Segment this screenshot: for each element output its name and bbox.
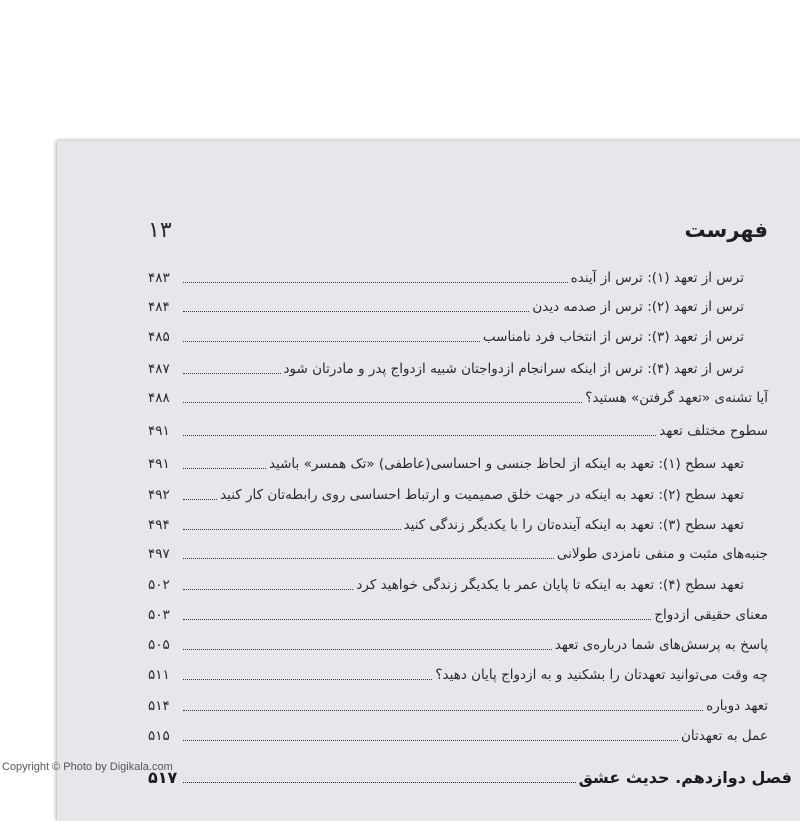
dot-leader <box>183 340 480 342</box>
toc-entry <box>148 692 768 716</box>
dot-leader <box>183 528 401 530</box>
dot-leader <box>183 618 651 620</box>
toc-entry <box>148 264 744 288</box>
toc-entry-title: ترس از تعهد (۳): ترس از انتخاب فرد نامناسب <box>482 329 744 345</box>
toc-entry-page: ۵۱۵ <box>148 728 170 744</box>
toc-entry <box>148 355 744 379</box>
toc-entry-page: ۵۰۲ <box>148 577 170 593</box>
toc-entry-page: ۴۸۸ <box>148 390 170 406</box>
toc-entry-title: تعهد سطح (۱): تعهد به اینکه از لحاظ جنسی و احساسی(عاطفی) «تک همسر» باشید <box>268 456 744 472</box>
toc-entry <box>148 417 768 441</box>
toc-entry-page: ۴۸۷ <box>148 361 170 377</box>
toc-entry-title: ترس از تعهد (۲): ترس از صدمه دیدن <box>532 299 744 315</box>
toc-entry-title: آیا تشنه‌ی «تعهد گرفتن» هستید؟ <box>585 390 768 406</box>
toc-entry-title: ترس از تعهد (۱): ترس از آینده <box>570 270 744 286</box>
dot-leader <box>183 372 281 374</box>
toc-entry <box>148 571 744 595</box>
toc-entry-title: فصل دوازدهم. حدیث عشق <box>578 768 792 787</box>
toc-entry <box>148 631 768 655</box>
dot-leader <box>183 434 656 436</box>
toc-entry-title: تعهد سطح (۳): تعهد به اینکه آینده‌تان را با یکدیگر زندگی کنید <box>403 517 744 533</box>
toc-entry-page: ۵۱۴ <box>148 698 170 714</box>
dot-leader <box>183 310 529 312</box>
toc-entry-page: ۴۹۴ <box>148 517 170 533</box>
toc-entry-title: تعهد سطح (۴): تعهد به اینکه تا پایان عمر با یکدیگر زندگی خواهید کرد <box>356 577 744 593</box>
toc-entry-page: ۴۹۱ <box>148 423 170 439</box>
toc-entry-title: چه وقت می‌توانید تعهدتان را بشکنید و به ازدواج پایان دهید؟ <box>435 667 768 683</box>
toc-entry <box>148 384 768 408</box>
toc-entry-page: ۵۱۷ <box>148 768 178 787</box>
dot-leader <box>183 467 266 469</box>
toc-entry-title: ترس از تعهد (۴): ترس از اینکه سرانجام ازدواجتان شبیه ازدواج پدر و مادرتان شود <box>283 361 744 377</box>
toc-entry-title: جنبه‌های مثبت و منفی نامزدی طولانی <box>556 546 768 562</box>
toc-entry <box>148 450 744 474</box>
toc-entry-title: معنای حقیقی ازدواج <box>654 607 768 623</box>
toc-entry <box>148 481 744 505</box>
toc-entry-title: پاسخ به پرسش‌های شما درباره‌ی تعهد <box>554 637 768 653</box>
toc-entry-page: ۴۸۵ <box>148 329 170 345</box>
toc-entry <box>148 293 744 317</box>
toc-entry-page: ۴۸۴ <box>148 299 170 315</box>
toc-entry-page: ۴۹۱ <box>148 456 170 472</box>
dot-leader <box>183 709 703 711</box>
toc-entry-title: تعهد دوباره <box>706 698 768 714</box>
dot-leader <box>183 781 576 783</box>
toc-entry <box>148 511 744 535</box>
toc-entry-page: ۴۹۲ <box>148 487 170 503</box>
toc-entry-page: ۵۱۱ <box>148 667 170 683</box>
dot-leader <box>183 739 678 741</box>
dot-leader <box>183 498 217 500</box>
toc-entry <box>148 601 768 625</box>
toc-entry-title: سطوح مختلف تعهد <box>659 423 768 439</box>
copyright-watermark: Copyright © Photo by Digikala.com <box>2 761 173 773</box>
dot-leader <box>183 281 568 283</box>
toc-entry-page: ۴۸۳ <box>148 270 170 286</box>
toc-entry <box>148 323 744 347</box>
toc-entry-page: ۵۰۳ <box>148 607 170 623</box>
toc-entry <box>148 540 768 564</box>
page-number: ۱۳ <box>148 218 172 243</box>
toc-entry <box>148 661 768 685</box>
dot-leader <box>183 557 554 559</box>
toc-entry-page: ۴۹۷ <box>148 546 170 562</box>
section-title: فهرست <box>684 218 768 242</box>
toc-entry <box>148 722 768 746</box>
dot-leader <box>183 648 552 650</box>
toc-chapter-entry <box>148 764 792 788</box>
toc-entry-title: عمل به تعهدتان <box>680 728 768 744</box>
dot-leader <box>183 678 432 680</box>
dot-leader <box>183 588 353 590</box>
dot-leader <box>183 401 582 403</box>
toc-entry-page: ۵۰۵ <box>148 637 170 653</box>
toc-entry-title: تعهد سطح (۲): تعهد به اینکه در جهت خلق صمیمیت و ارتباط احساسی روی رابطه‌تان کار کنید <box>220 487 744 503</box>
